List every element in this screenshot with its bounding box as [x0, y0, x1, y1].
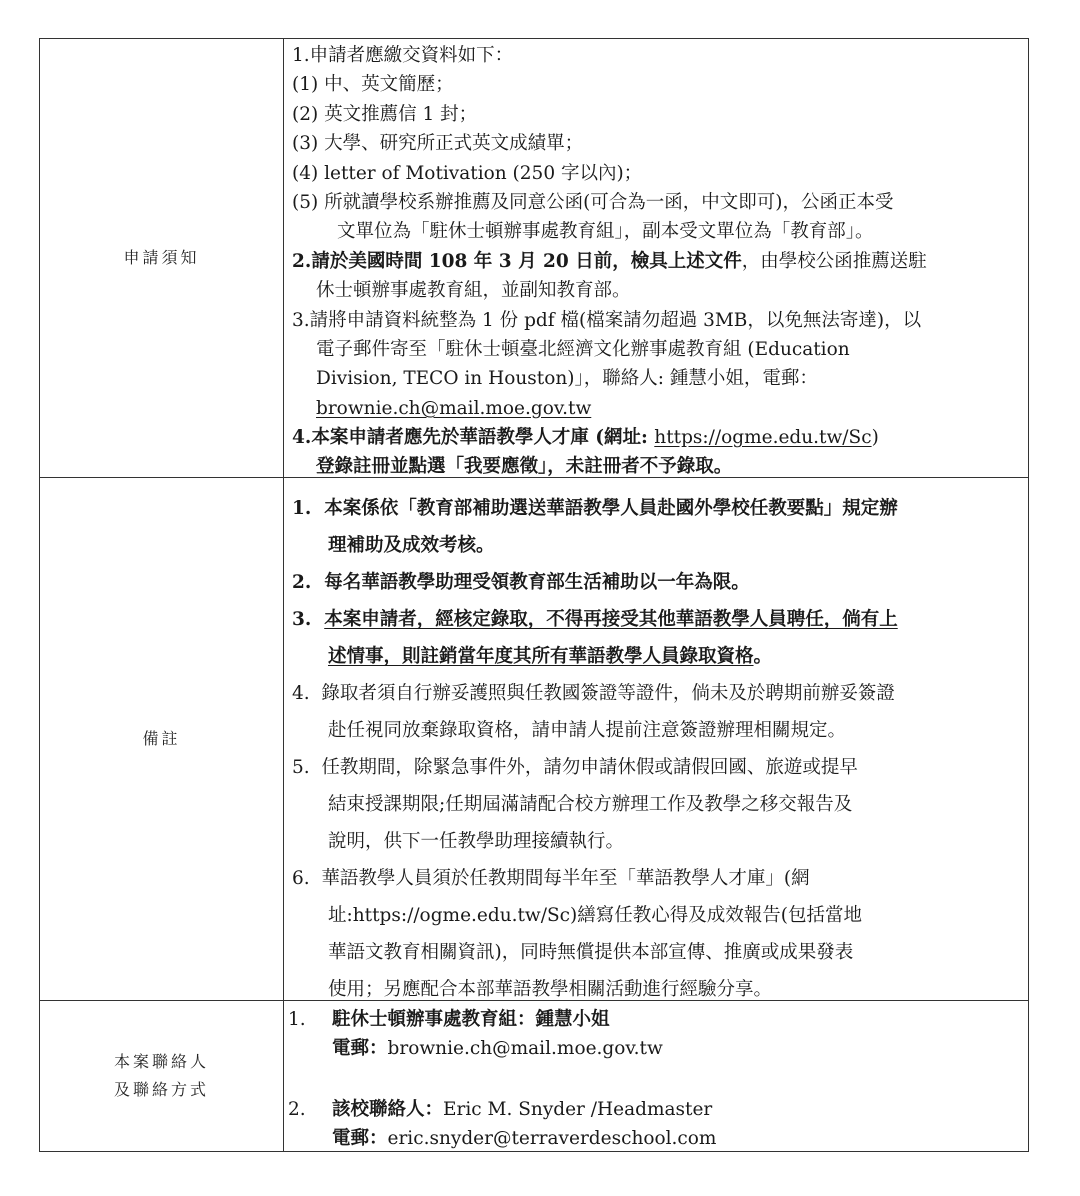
contacts-label-line-2: 及聯絡方式: [113, 1080, 209, 1099]
row-label-application: 申請須知: [40, 39, 284, 477]
row-label-notes: 備註: [40, 478, 284, 1000]
note-1: [292, 490, 1020, 527]
row-notes: [40, 478, 1028, 1001]
required-doc-3: (3) 大學、研究所正式英文成績單；: [292, 133, 584, 155]
note-6-cont-2: 華語文教育相關資訊)，同時無償提供本部宣傳、推廣或成果發表: [328, 942, 854, 963]
note-5: [292, 749, 1020, 786]
contacts-content: [284, 1001, 1028, 1151]
note-2: [292, 564, 1020, 601]
note-number: 4.: [292, 683, 310, 704]
application-item-1-heading: 1.申請者應繳交資料如下：: [292, 45, 514, 66]
row-contacts: [40, 1001, 1028, 1151]
note-6: [292, 860, 1020, 897]
talent-db-url-link[interactable]: https://ogme.edu.tw/Sc: [654, 427, 872, 449]
note-number: 2.: [292, 572, 312, 593]
contact-email-link[interactable]: brownie.ch@mail.moe.gov.tw: [316, 397, 592, 419]
notes-content: [284, 478, 1028, 1000]
spacer: [288, 1063, 1020, 1095]
contact-name-label: 該校聯絡人：: [332, 1099, 444, 1120]
application-item-3: 3.請將申請資料統整為 1 份 pdf 檔(檔案請勿超過 3MB，以免無法寄達)，以: [292, 309, 922, 331]
application-item-3-email-line: [292, 394, 1020, 423]
contact-1-email-line: [288, 1034, 1020, 1063]
deadline-text: 2.請於美國時間 108 年 3 月 20 日前，檢具上述文件: [292, 250, 742, 272]
note-number: 3.: [292, 609, 312, 630]
contact-1-email[interactable]: brownie.ch@mail.moe.gov.tw: [387, 1038, 663, 1059]
contact-name: Eric M. Snyder /Headmaster: [443, 1099, 713, 1120]
item4-suffix: ): [871, 427, 879, 449]
contact-number: 2.: [288, 1099, 306, 1120]
contact-2-email-line: [288, 1124, 1020, 1153]
application-item-4-cont: 登錄註冊並點選「我要應徵」，未註冊者不予錄取。: [316, 456, 733, 478]
row-application-instructions: [40, 39, 1028, 478]
row-label-contacts: [40, 1001, 284, 1151]
note-text: 錄取者須自行辦妥護照與任教國簽證等證件，倘未及於聘期前辦妥簽證: [321, 683, 895, 704]
contacts-label-line-1: 本案聯絡人: [113, 1052, 209, 1071]
note-text: 任教期間，除緊急事件外，請勿申請休假或請假回國、旅遊或提早: [321, 757, 858, 778]
item4-prefix: 4.本案申請者應先於華語教學人才庫 (網址:: [292, 427, 655, 449]
note-number: 1.: [292, 498, 312, 519]
note-5-cont-1: 結束授課期限;任期屆滿請配合校方辦理工作及教學之移交報告及: [328, 794, 853, 815]
note-6-cont-3: 使用；另應配合本部華語教學相關活動進行經驗分享。: [328, 979, 773, 1000]
required-doc-5: (5) 所就讀學校系辦推薦及同意公函(可合為一函，中文即可)，公函正本受: [292, 191, 894, 213]
required-doc-2: (2) 英文推薦信 1 封；: [292, 103, 478, 125]
note-5-cont-2: 說明，供下一任教學助理接續執行。: [328, 831, 625, 852]
note-tail: 。: [753, 646, 773, 667]
application-item-3-cont-2: Division, TECO in Houston)」，聯絡人: 鍾慧小姐，電郵：: [316, 368, 818, 390]
note-text: 每名華語教學助理受領教育部生活補助以一年為限。: [324, 572, 750, 593]
note-4: [292, 675, 1020, 712]
note-text: 述情事，則註銷當年度其所有華語教學人員錄取資格: [328, 646, 754, 667]
info-table: [39, 38, 1029, 1152]
email-label: 電郵：: [332, 1038, 388, 1059]
note-1-cont: 理補助及成效考核。: [328, 535, 495, 556]
note-number: 6.: [292, 868, 310, 889]
contact-1: [288, 1005, 1020, 1034]
contact-2-email[interactable]: eric.snyder@terraverdeschool.com: [387, 1128, 717, 1149]
note-text: 本案係依「教育部補助選送華語教學人員赴國外學校任教要點」規定辦: [324, 498, 898, 519]
application-item-2: [292, 247, 1020, 276]
deadline-rest: ，由學校公函推薦送駐: [741, 250, 927, 272]
contact-name: 駐休士頓辦事處教育組：鍾慧小姐: [332, 1009, 610, 1030]
required-doc-1: (1) 中、英文簡歷；: [292, 74, 454, 96]
note-number: 5.: [292, 757, 310, 778]
note-3-cont: [292, 638, 1020, 675]
application-item-4: [292, 423, 1020, 452]
contact-2: [288, 1095, 1020, 1124]
note-text: 華語教學人員須於任教期間每半年至「華語教學人才庫」(網: [321, 868, 810, 889]
application-content: [284, 39, 1028, 477]
note-6-cont-1: 址:https://ogme.edu.tw/Sc)繕寫任教心得及成效報告(包括當地: [328, 905, 862, 926]
note-4-cont: 赴任視同放棄錄取資格，請申請人提前注意簽證辦理相關規定。: [328, 720, 847, 741]
required-doc-5-cont: 文單位為「駐休士頓辦事處教育組」，副本受文單位為「教育部」。: [337, 221, 874, 243]
contact-number: 1.: [288, 1009, 306, 1030]
note-3: [292, 601, 1020, 638]
note-text: 本案申請者，經核定錄取，不得再接受其他華語教學人員聘任，倘有上: [324, 609, 898, 630]
email-label: 電郵：: [332, 1128, 388, 1149]
application-item-3-cont-1: 電子郵件寄至「駐休士頓臺北經濟文化辦事處教育組 (Education: [316, 338, 850, 360]
application-item-2-cont: 休士頓辦事處教育組，並副知教育部。: [316, 280, 631, 302]
required-doc-4: (4) letter of Motivation (250 字以內)；: [292, 162, 643, 184]
